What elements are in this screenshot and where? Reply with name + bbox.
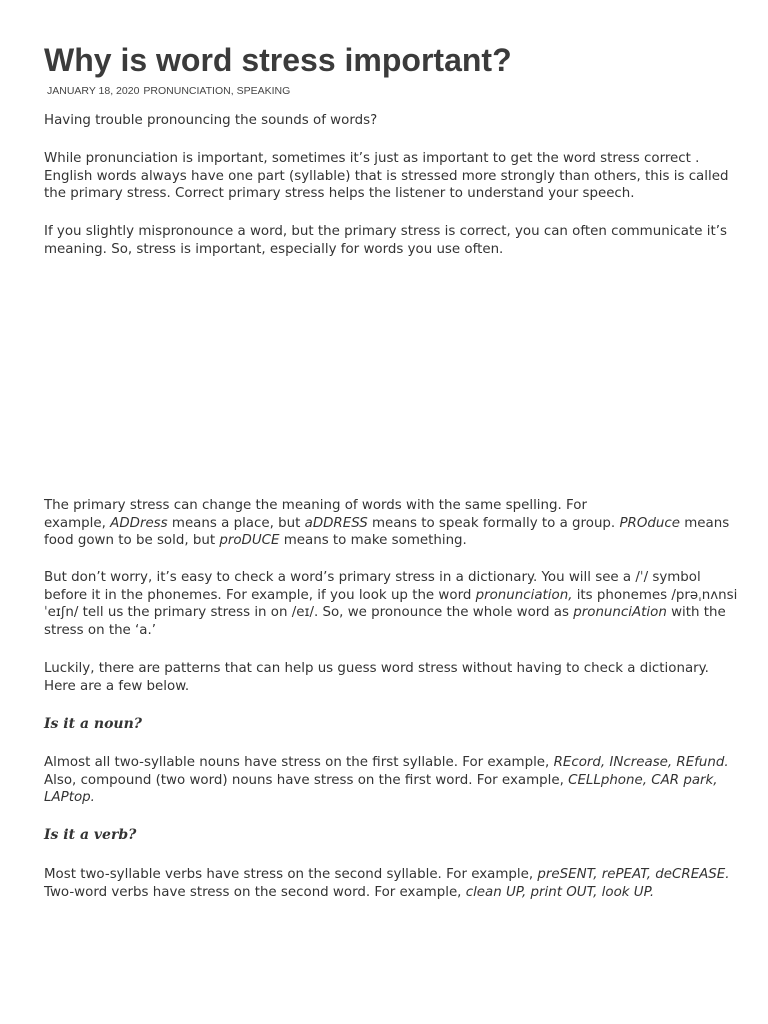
text-line: before it in the phonemes. For example, if you look up the word pronunciation, its phonemes /prəˌnʌnsi <box>44 587 738 603</box>
example-words: preSENT, rePEAT, deCREASE. <box>537 867 730 882</box>
text-line: But don’t worry, it’s easy to check a word’s primary stress in a dictionary. You will see a /ˈ/ symbol <box>44 570 701 585</box>
article-title: Why is word stress important? <box>44 42 512 78</box>
paragraph-dictionary <box>44 569 738 639</box>
intro-paragraph <box>44 112 734 130</box>
example-words: CELLphone, CAR park, <box>568 772 718 788</box>
text-line: If you slightly mispronounce a word, but the primary stress is correct, you can often communicate it’s <box>44 224 727 239</box>
paragraph-patterns <box>44 660 734 695</box>
heading-verb: Is it a verb? <box>44 827 137 843</box>
text-line: food gown to be sold, but proDUCE means to make something. <box>44 533 467 549</box>
paragraph-word-stress <box>44 150 734 203</box>
text-line: Also, compound (two word) nouns have stress on the first word. For example, CELLphone, CAR park, <box>44 772 718 788</box>
example-word: aDDRESS <box>304 515 368 531</box>
text-line <box>44 789 734 807</box>
example-word: proDUCE <box>219 533 280 549</box>
example-words: clean UP, print OUT, look UP. <box>465 884 655 900</box>
heading-noun: Is it a noun? <box>44 716 142 732</box>
post-categories[interactable]: PRONUNCIATION, SPEAKING <box>143 85 291 97</box>
text-line: Here are a few below. <box>44 678 190 694</box>
paragraph-verbs <box>44 866 734 901</box>
example-word: ADDress <box>110 515 168 531</box>
example-word: PROduce <box>619 515 680 531</box>
text-line: Two-word verbs have stress on the second word. For example, clean UP, print OUT, look UP. <box>44 884 655 900</box>
text-line: Almost all two-syllable nouns have stress on the first syllable. For example, REcord, INcrease, REfund. <box>44 755 729 770</box>
example-word: pronunciAtion <box>573 605 667 621</box>
paragraph-nouns <box>44 754 734 807</box>
post-meta <box>47 85 294 98</box>
example-words: REcord, INcrease, REfund. <box>553 755 729 770</box>
post-date[interactable]: JANUARY 18, 2020 <box>47 85 140 97</box>
text-line: The primary stress can change the meaning of words with the same spelling. For <box>44 498 587 513</box>
paragraph-meaning <box>44 497 734 550</box>
paragraph-mispronounce <box>44 223 734 258</box>
text-line: stress on the ‘a.’ <box>44 622 157 638</box>
text-line: ˈeɪʃn/ tell us the primary stress in on /eɪ/. So, we pronounce the whole word as pronunciAtion with the <box>44 605 726 621</box>
example-word: pronunciation, <box>475 587 573 603</box>
text-line: Having trouble pronouncing the sounds of words? <box>44 113 378 128</box>
text-line: English words always have one part (syllable) that is stressed more strongly than others, this is called <box>44 168 729 184</box>
text-line: Most two-syllable verbs have stress on the second syllable. For example, preSENT, rePEAT, deCREASE. <box>44 867 730 882</box>
text-line: While pronunciation is important, sometimes it’s just as important to get the word stress correct . <box>44 151 700 166</box>
text-line: Luckily, there are patterns that can help us guess word stress without having to check a dictionary. <box>44 661 709 676</box>
text-line: example, ADDress means a place, but aDDRESS means to speak formally to a group. PROduce means <box>44 515 730 531</box>
example-words: LAPtop. <box>44 790 95 806</box>
text-line: the primary stress. Correct primary stress helps the listener to understand your speech. <box>44 186 635 202</box>
text-line: meaning. So, stress is important, especially for words you use often. <box>44 241 504 257</box>
